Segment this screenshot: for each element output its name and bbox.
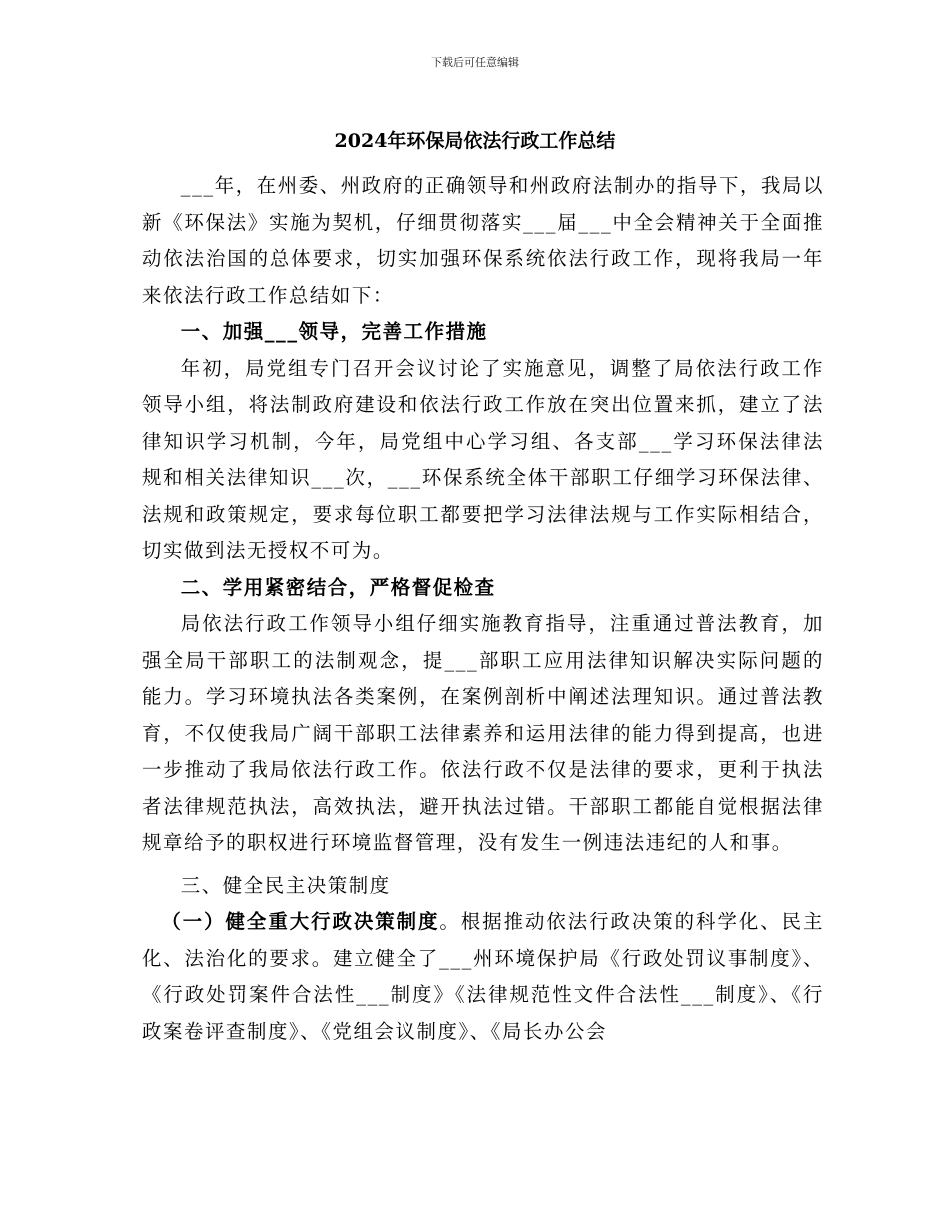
document-title: 2024年环保局依法行政工作总结 [334,130,616,152]
section1-heading: 一、加强___领导，完善工作措施 [180,320,488,343]
section3-paragraph [142,904,824,1050]
section3-sub1-body: 。根据推动依法行政决策的科学化、民主化、法治化的要求。建立健全了___州环境保护局《行政处罚议事制度》、《行政处罚案件合法性___制度》《法律规范性文件合法性___制度》、《行政案卷评查制度》、《党组会议制度》、《局长办公会 [142,910,824,1043]
section1-paragraph: 年初，局党组专门召开会议讨论了实施意见，调整了局依法行政工作领导小组，将法制政府建设和依法行政工作放在突出位置来抓，建立了法律知识学习机制，今年，局党组中心学习组、各支部___学习环保法律法规和相关法律知识___次，___环保系统全体干部职工仔细学习环保法律、法规和政策规定，要求每位职工都要把学习法律法规与工作实际相结合，切实做到法无授权不可为。 [142,356,824,562]
section3-heading-text: 三、健全民主决策制度 [180,873,391,897]
document-body [142,168,824,1050]
intro-paragraph: ___年，在州委、州政府的正确领导和州政府法制办的指导下，我局以新《环保法》实施为契机，仔细贯彻落实___届___中全会精神关于全面推动依法治国的总体要求，切实加强环保系统依法行政工作，现将我局一年来依法行政工作总结如下： [142,174,824,307]
page-header-note: 下载后可任意编辑 [431,56,519,69]
section2-heading: 二、学用紧密结合，严格督促检查 [180,575,496,599]
section3-sub1-label: （一）健全重大行政决策制度 [161,910,440,933]
section3-heading [142,868,824,905]
section2-paragraph: 局依法行政工作领导小组仔细实施教育指导，注重通过普法教育，加强全局干部职工的法制观念，提___部职工应用法律知识解决实际问题的能力。学习环境执法各类案例，在案例剖析中阐述法理知识。通过普法教育，不仅使我局广阔干部职工法律素养和运用法律的能力得到提高，也进一步推动了我局依法行政工作。依法行政不仅是法律的要求，更利于执法者法律规范执法，高效执法，避开执法过错。干部职工都能自觉根据法律规章给予的职权进行环境监督管理，没有发生一例违法违纪的人和事。 [142,612,824,854]
